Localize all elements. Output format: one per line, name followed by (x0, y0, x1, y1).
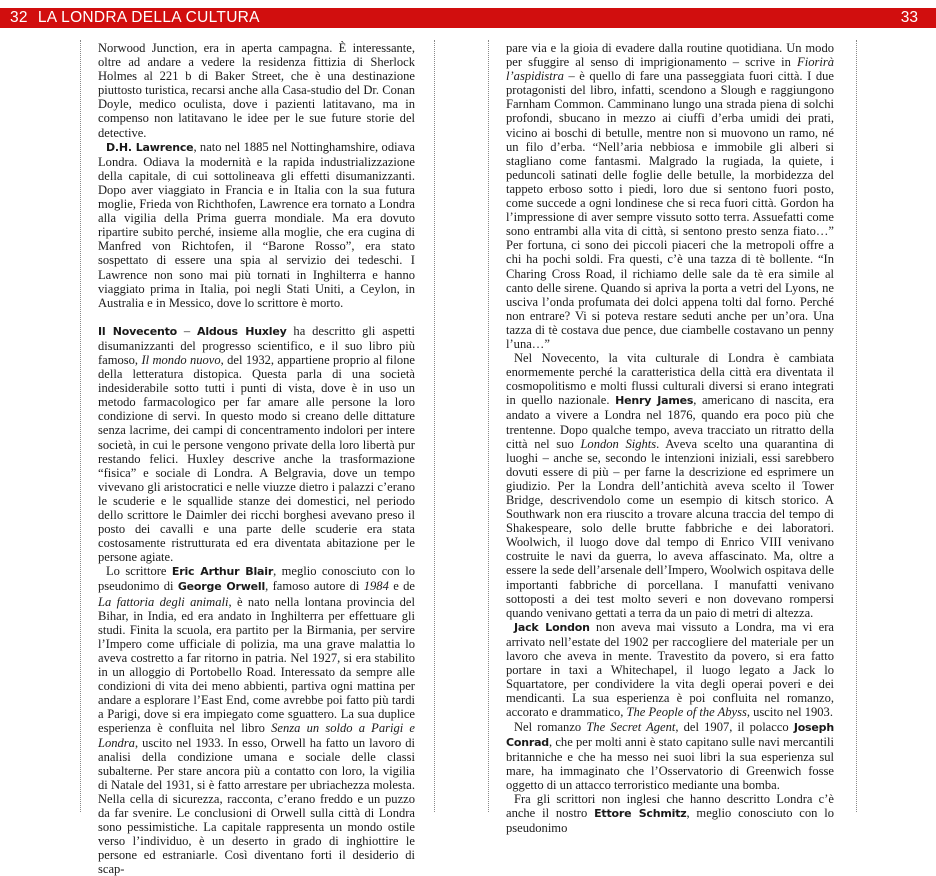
highlighted-name: Jack London (514, 620, 590, 634)
paragraph: pare via e la gioia di evadere dalla routine quotidiana. Un modo per sfuggire al senso di imprigionamento – scrive in Fiorirà l’aspidistra – è quello di fare una passeggiata fuori città. I due protagonisti del libro, infatti, scendono a Slough e raggiungono Farnham Common. Camminano lungo una strada piena di solchi profondi, sbucano in mezzo ai ciuffi d’erba umidi dei prati, vicino ai boschi di betulle, mentre non si muovono un ramo, né un filo d’erba. “Nell’aria nebbiosa e immobile gli alberi si stagliano come fantasmi. Malgrado la rugiada, la quiete, i peduncoli satinati delle foglie delle betulle, la morbidezza del tappeto erboso sotto i piedi, loro due si sentono fuori posto, come succede a ogni londinese che si reca fuori città. Gordon ha l’impressione di aver sempre vissuto sotto terra. Assuefatti come sono entrambi alla vita di città, si sentono presto senza fiato…” Per fortuna, ci sono dei piccoli piaceri che la metropoli offre a chi ha pochi soldi. Fra questi, c’è una tazza di tè bollente. “In Charing Cross Road, il richiamo delle sale da tè era simile al canto delle sirene. Quando si apriva la porta a vetri del Lyons, ne usciva l’onda profumata dei dolci appena tolti dal forno. Perché non entrare? Vi si poteva restare seduti anche per un’ora. Una tazza di tè costava due pence, due ciambelle costavano un penny l’una…” (506, 41, 834, 351)
left-running-title: LA LONDRA DELLA CULTURA (37, 9, 260, 26)
right-page-number: 33 (900, 9, 918, 26)
paragraph: Jack London non aveva mai vissuto a Londra, ma vi era arrivato nell’estate del 1902 per raccogliere del materiale per un lavoro che aveva in mente. Travestito da povero, si era fatto portare in taxi a Whitechapel, il luogo legato a Jack lo Squartatore, per condividere la vita degli operai poveri e dei mendicanti. La sua esperienza è poi confluita nel romanzo, accorato e drammatico, The People of the Abyss, uscito nel 1903. (506, 619, 834, 720)
book-title: 1984 (363, 579, 389, 594)
left-running-head (10, 9, 260, 27)
right-page-inner-rule (488, 40, 489, 812)
book-title: The Secret Agent (586, 719, 676, 734)
book-title: London Sights (580, 436, 657, 451)
highlighted-name: Henry James (615, 394, 694, 408)
paragraph: Fra gli scrittori non inglesi che hanno descritto Londra c’è anche il nostro Ettore Schmitz, meglio conosciuto con lo pseudonimo (506, 791, 835, 836)
running-header-bar (0, 8, 936, 28)
left-text-column (98, 41, 415, 876)
left-page-inner-rule (434, 40, 435, 812)
book-title: Senza un soldo a Parigi e Londra (98, 721, 415, 750)
left-page-number: 32 (10, 9, 28, 26)
book-title: La fattoria degli animali (98, 594, 229, 609)
highlighted-name: Ettore Schmitz (594, 807, 687, 821)
paragraph: Lo scrittore Eric Arthur Blair, meglio conosciuto con lo pseudonimo di George Orwell, famoso autore di 1984 e de La fattoria degli animali, è nato nella lontana provincia del Bihar, in India, ed era andato in Inghilterra per effettuare gli studi. Finita la scuola, era partito per la Birmania, per servire l’Impero come ufficiale di polizia, ma una grave malattia lo aveva costretto a far ritorno in patria. Nel 1927, si era stabilito in un alloggio di Portobello Road. Interessato da sempre alle condizioni di vita dei meno abbienti, partiva ogni mattina per andare a esplorare l’East End, come avrebbe poi fatto più tardi a Parigi, dove si era impiegato come sguattero. La sua duplice esperienza è confluita nel libro Senza un soldo a Parigi e Londra, uscito nel 1933. In esso, Orwell ha fatto un lavoro di analisi della condizione umana e sociale delle classi subalterne. Per stare ancora più a contatto con loro, la vigilia di Natale del 1931, si è fatto arrestare per ubriachezza molesta. Nella cella di sicurezza, racconta, c’erano freddo e un puzzo da far svenire. Le conclusioni di Orwell sulla città di Londra sono pessimistiche. La capitale rappresenta un mondo ostile verso l’individuo, è un deserto in grado di inghiottire le persone ed estraniarle. Così diventano forti il desiderio di scap- (98, 564, 416, 876)
book-title: The People of the Abyss (626, 705, 747, 720)
paragraph: Nel romanzo The Secret Agent, del 1907, il polacco Joseph Conrad, che per molti anni è stato capitano sulle navi mercantili britanniche e che ha messo nei suoi libri la sua esperienza sul mare, ha immaginato che l’Osservatorio di Greenwich fosse oggetto di un attacco terroristico mediante una bomba. (506, 719, 834, 792)
book-title: Fiorirà l’aspidistra (506, 55, 834, 84)
book-title: Il mondo nuovo (141, 352, 221, 367)
left-margin-rule (80, 40, 81, 812)
highlighted-name: Aldous Huxley (197, 324, 287, 338)
right-margin-rule (856, 40, 857, 812)
highlighted-name: Joseph Conrad (506, 720, 834, 749)
highlighted-name: D.H. Lawrence (106, 140, 194, 154)
highlighted-name: George Orwell (177, 580, 266, 594)
highlighted-name: Eric Arthur Blair (171, 565, 274, 579)
paragraph: D.H. Lawrence, nato nel 1885 nel Nottinghamshire, odiava Londra. Odiava la modernità e la rapida industrializzazione della capitale, di cui sottolineava gli effetti disumanizzanti. Dopo aver viaggiato in Francia e in Italia con la sua futura moglie, Frieda von Richthofen, Lawrence era tornato a Londra alla vigilia della Prima guerra mondiale. Ma era dovuto ripartire subito perché, insieme alla moglie, che era cugina di Manfred von Richtofen, il “Barone Rosso”, era stato sospettato di essere una spia al servizio dei tedeschi. I Lawrence non sono mai più tornati in Inghilterra e hanno viaggiato prima in Italia, poi negli Stati Uniti, a Ceylon, in Australia e in Messico, dove lo scrittore è morto. (98, 139, 415, 310)
paragraph: Nel Novecento, la vita culturale di Londra è cambiata enormemente perché la caratteristica della città era diventata il cosmopolitismo e molti flussi culturali diversi si erano integrati in quello nazionale. Henry James, americano di nascita, era andato a vivere a Londra nel 1876, quando era poco più che trentenne. Dopo qualche tempo, aveva tracciato un ritratto della città nel suo London Sights. Aveva scelto una quarantina di luoghi – anche se, secondo le intenzioni iniziali, essi sarebbero dovuti essere di più – per farne la descrizione ed esprimere un giudizio. Per la Londra dell’antichità aveva scelto il Tower Bridge, descrivendolo come un esempio di kitsch storico. A Southwark non era riuscito a trovare alcuna traccia del tempo di Shakespeare, solo delle brutte fabbriche e dei laboratori. Woolwich, il luogo dove dal tempo di Enrico VIII venivano costruite le navi da guerra, lo aveva affascinato. Ma, oltre a essere la sede dell’arsenale dell’Impero, Woolwich ospitava delle importanti fabbriche di porcellana. I manufatti venivano sottoposti a dei test molto severi e non dovevano rompersi quando venivano gettati a terra da un paio di metri di altezza. (506, 351, 834, 620)
paragraph: Norwood Junction, era in aperta campagna. È interessante, oltre ad andare a vedere la residenza fittizia di Sherlock Holmes al 221 b di Baker Street, che è una destinazione piuttosto turistica, recarsi anche alla Casa-studio del Dr. Conan Doyle, medico oculista, dove i pazienti latitavano, ma in compenso non latitavano le idee per le sue future storie del detective. (98, 41, 415, 140)
section-heading: Il Novecento (98, 324, 178, 338)
section-paragraph: Il Novecento – Aldous Huxley ha descritto gli aspetti disumanizzanti del progresso scientifico, e il suo libro più famoso, Il mondo nuovo, del 1932, appartiene proprio al filone della letteratura distopica. Questa parla di una società indesiderabile sotto tutti i punti di vista, dove è in uso un metodo farmacologico per far amare alle persone la loro condizione di servi. In questo modo si creano delle dittature senza lacrime, dei campi di concentramento indolori per intere società, in cui le persone vengono private della loro libertà pur restando felici. Huxley descrive anche la trasformazione “fisica” e sociale di Londra. A Belgravia, dove un tempo vivevano gli aristocratici e nelle viuzze dietro i palazzi c’erano le scuderie e le squallide stanze dei domestici, nel periodo dello scrittore le Daimler dei ricchi borghesi avevano preso il posto dei cavalli e una parte delle scuderie era stata costosamente ristrutturata ed era diventata abitazione per le persone agiate. (98, 323, 416, 565)
right-text-column (506, 41, 834, 835)
